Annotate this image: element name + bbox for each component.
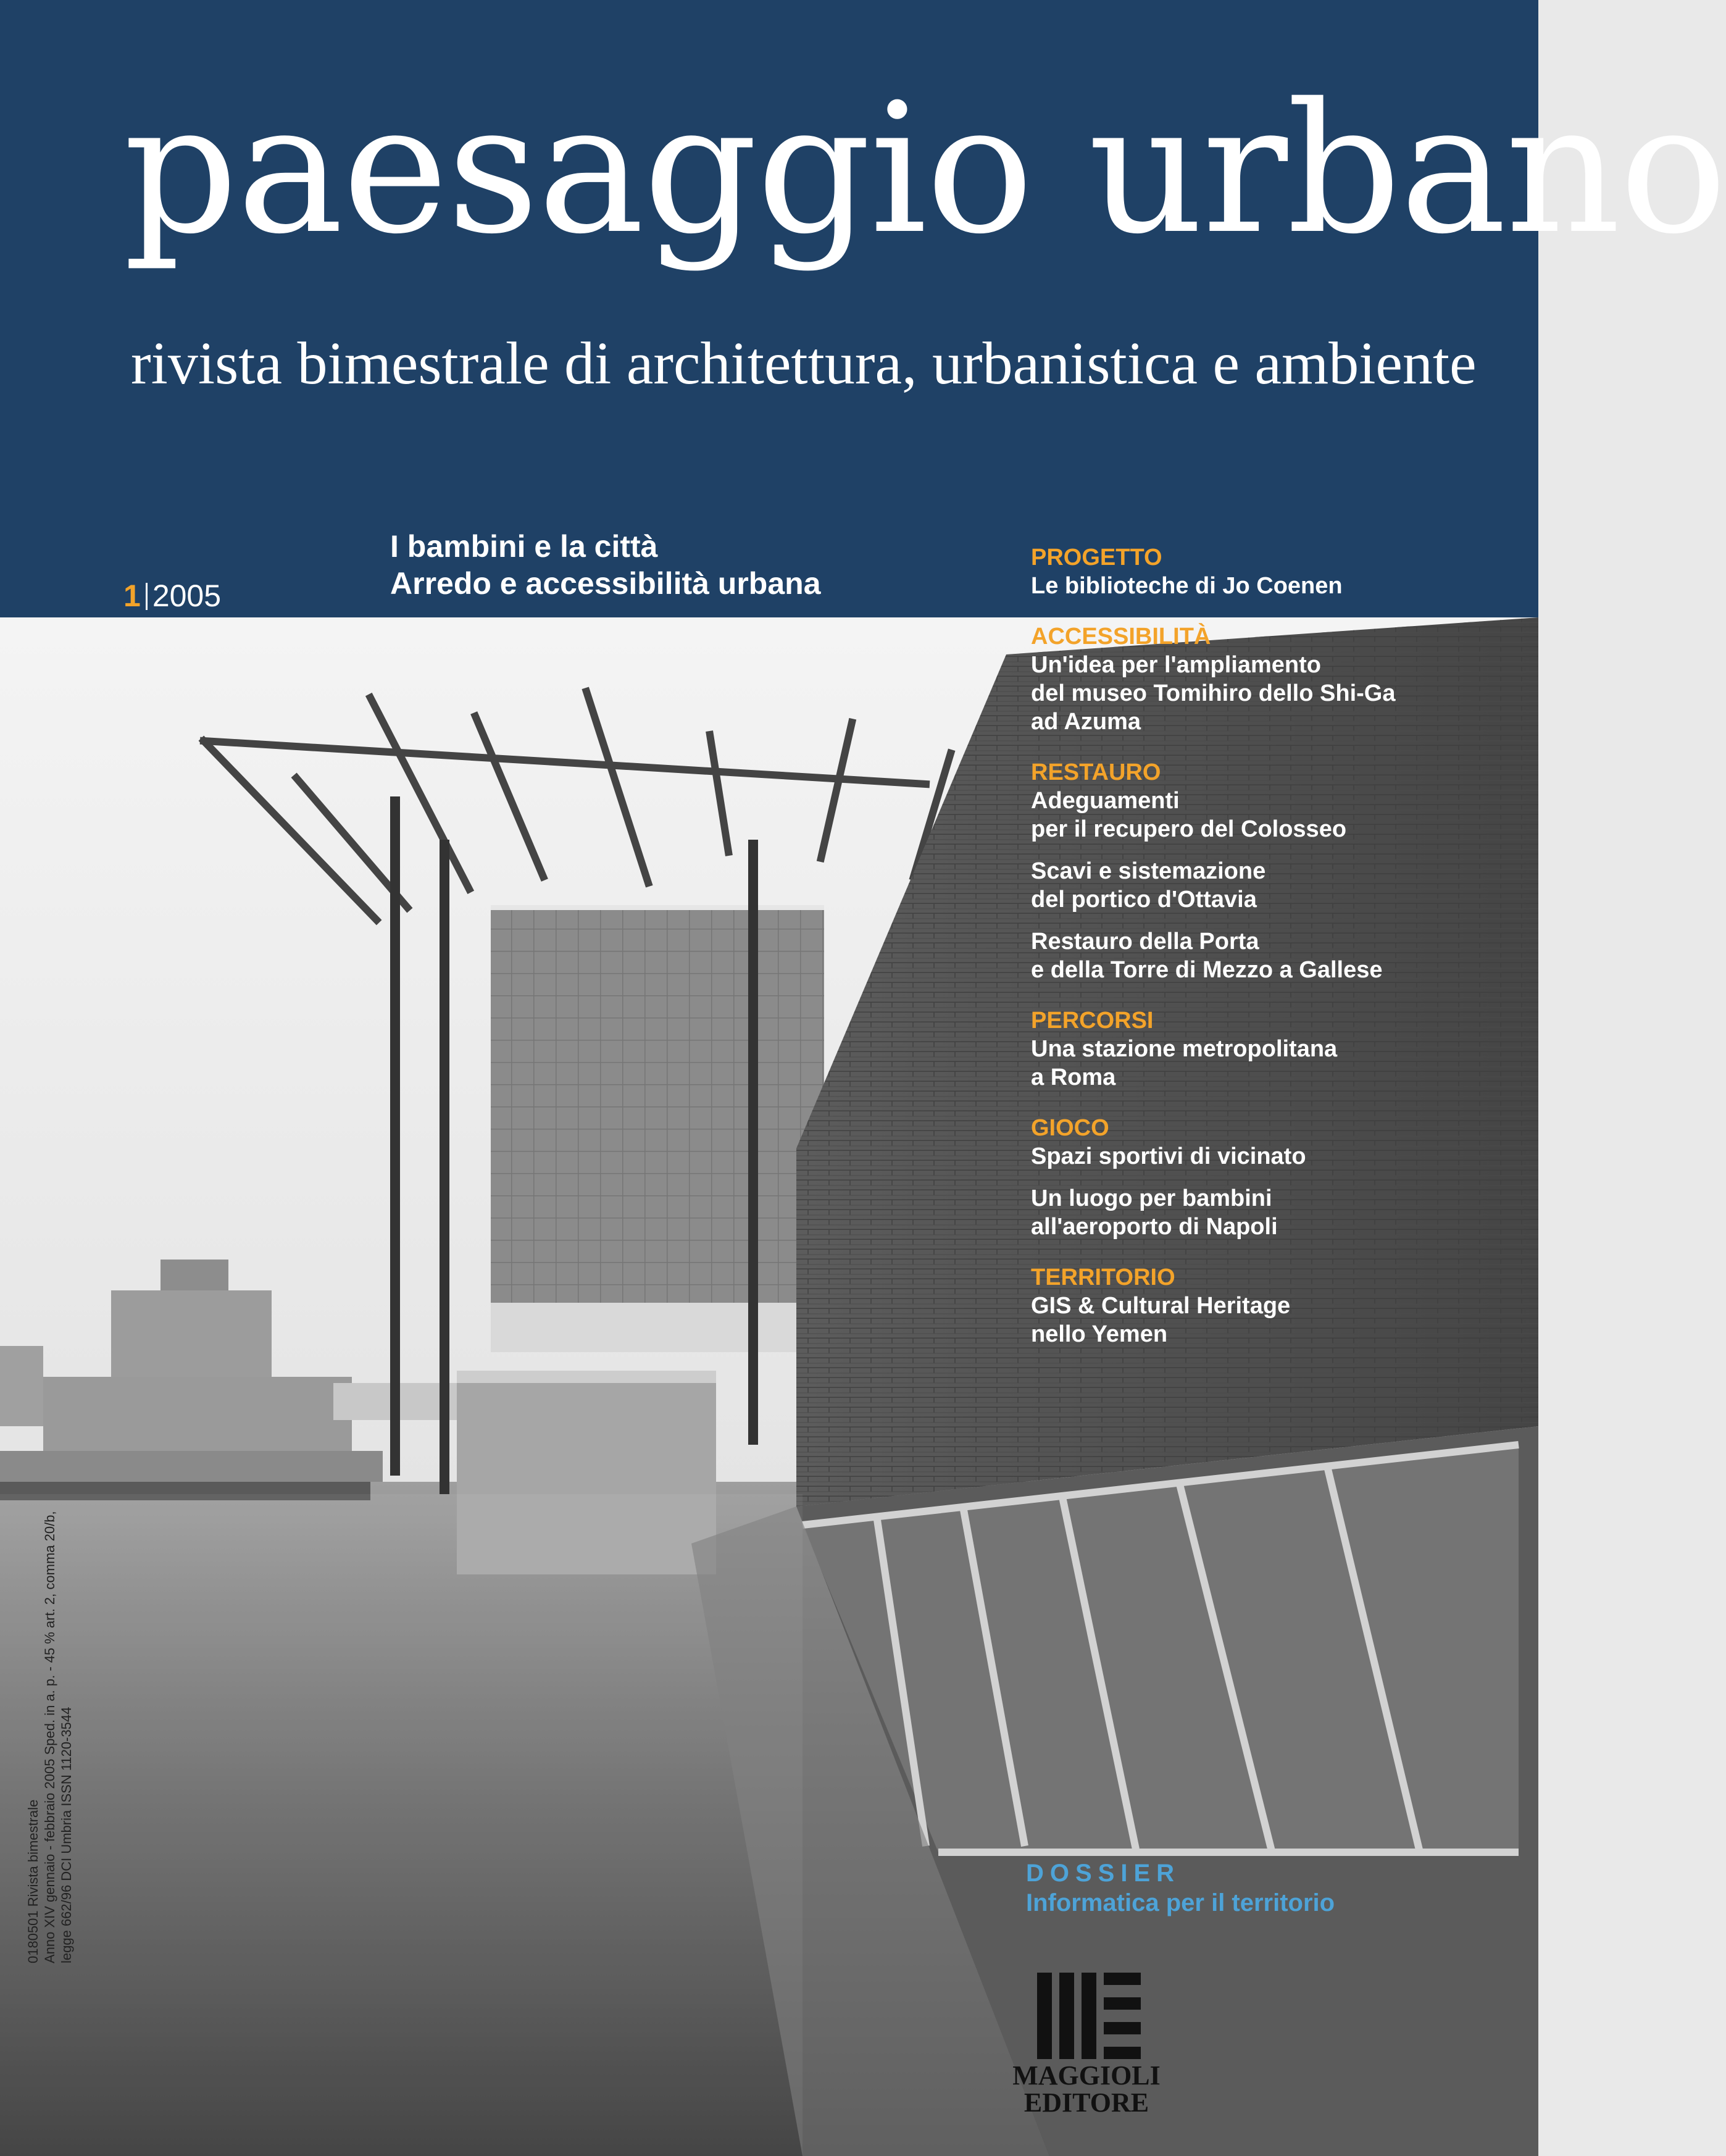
toc-section [1031,622,1525,736]
dossier-title: Informatica per il territorio [1026,1889,1335,1916]
article-title: GIS & Cultural Heritage nello Yemen [1031,1293,1291,1347]
issue-separator [146,583,148,610]
article-title: Una stazione metropolitana a Roma [1031,1036,1338,1090]
issue-year: 2005 [152,579,222,613]
publisher-logo-mark [1012,1973,1161,2059]
theme-line: Arredo e accessibilità urbana [390,566,821,601]
section-label: TERRITORIO [1031,1264,1175,1290]
article-title: Scavi e sistemazione del portico d'Ottavia [1031,858,1266,913]
postal-info-line: 0180501 Rivista bimestrale [25,1799,41,1963]
article-title: Restauro della Porta e della Torre di Mezzo a Gallese [1031,929,1383,983]
article-title: Spazi sportivi di vicinato [1031,1143,1306,1169]
table-of-contents [1031,543,1525,1371]
postal-info-line [41,1809,58,1963]
section-label: PROGETTO [1031,545,1162,570]
toc-section [1031,543,1525,600]
theme-line: I bambini e la città [390,529,658,564]
postal-info [25,1707,111,1963]
publisher-name: EDITORE [1024,2087,1149,2118]
publisher-logo [1012,1973,1161,2116]
toc-section [1031,758,1525,984]
section-label: PERCORSI [1031,1008,1154,1034]
issue-theme [390,528,821,602]
section-label: RESTAURO [1031,759,1161,785]
article-title: Un luogo per bambini all'aeroporto di Napoli [1031,1185,1278,1240]
publisher-name: MAGGIOLI [1012,2060,1161,2091]
section-label: GIOCO [1031,1115,1109,1141]
toc-section [1031,1006,1525,1092]
postal-info-line: legge 662/96 DCI Umbria ISSN 1120-3544 [59,1707,74,1963]
article-title: Le biblioteche di Jo Coenen [1031,573,1343,599]
dossier-callout [1026,1858,1335,1918]
issue-num: 1 [123,579,141,613]
dossier-label: DOSSIER [1026,1860,1181,1887]
section-label: ACCESSIBILITÀ [1031,624,1211,650]
magazine-subtitle: rivista bimestrale di architettura, urbanistica e ambiente [131,330,1477,397]
toc-section [1031,1263,1525,1348]
article-title: Un'idea per l'ampliamento del museo Tomihiro dello Shi-Ga ad Azuma [1031,652,1396,735]
magazine-title: paesaggio urbano [123,65,1726,274]
issue-number [123,580,221,611]
article-title: Adeguamenti per il recupero del Colosseo [1031,788,1347,842]
toc-section [1031,1114,1525,1241]
